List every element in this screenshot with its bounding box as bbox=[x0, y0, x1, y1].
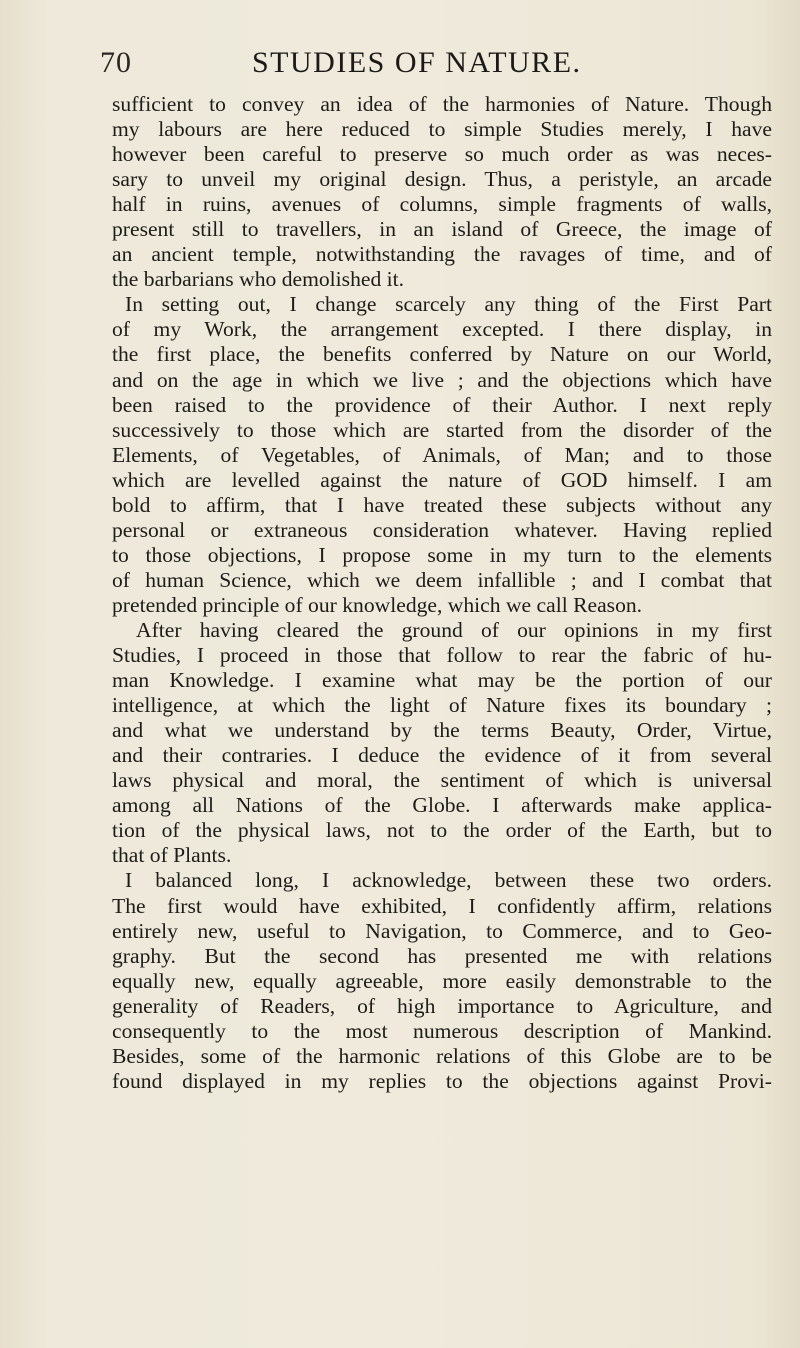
text-line: the barbarians who demolished it. bbox=[112, 267, 405, 292]
text-line: which are levelled against the nature of GOD himself. I am bbox=[112, 467, 772, 492]
text-line: been raised to the providence of their Author. I next reply bbox=[112, 392, 772, 417]
text-line: my labours are here reduced to simple Studies merely, I have bbox=[112, 117, 772, 142]
body-text bbox=[112, 92, 772, 1094]
text-line: the first place, the benefits conferred by Nature on our World, bbox=[112, 342, 772, 367]
text-line: laws physical and moral, the sentiment of which is universal bbox=[112, 768, 772, 793]
text-line: of human Science, which we deem infallible ; and I combat that bbox=[112, 567, 772, 592]
text-line: Besides, some of the harmonic relations of this Globe are to be bbox=[112, 1043, 772, 1068]
text-line: that of Plants. bbox=[112, 843, 232, 868]
text-line: and on the age in which we live ; and the objections which have bbox=[112, 367, 772, 392]
text-line: bold to affirm, that I have treated these subjects without any bbox=[112, 492, 772, 517]
text-line: present still to travellers, in an island of Greece, the image of bbox=[112, 217, 772, 242]
text-line: tion of the physical laws, not to the order of the Earth, but to bbox=[112, 818, 772, 843]
text-line: In setting out, I change scarcely any thing of the First Part bbox=[125, 292, 772, 317]
text-line: half in ruins, avenues of columns, simple fragments of walls, bbox=[112, 192, 772, 217]
text-line: generality of Readers, of high importance to Agriculture, and bbox=[112, 993, 772, 1018]
text-line: I balanced long, I acknowledge, between these two orders. bbox=[125, 868, 772, 893]
page-number: 70 bbox=[100, 46, 132, 79]
text-line: consequently to the most numerous description of Mankind. bbox=[112, 1018, 772, 1043]
text-line: pretended principle of our knowledge, which we call Reason. bbox=[112, 592, 643, 617]
text-line: personal or extraneous consideration whatever. Having replied bbox=[112, 517, 772, 542]
running-title: STUDIES OF NATURE. bbox=[252, 46, 582, 79]
text-line: of my Work, the arrangement excepted. I there display, in bbox=[112, 317, 772, 342]
running-head bbox=[100, 46, 760, 86]
text-line: and what we understand by the terms Beauty, Order, Virtue, bbox=[112, 718, 772, 743]
text-line: successively to those which are started from the disorder of the bbox=[112, 417, 772, 442]
text-line: Studies, I proceed in those that follow to rear the fabric of hu- bbox=[112, 643, 772, 668]
text-line: intelligence, at which the light of Nature fixes its boundary ; bbox=[112, 693, 772, 718]
text-line: sary to unveil my original design. Thus, a peristyle, an arcade bbox=[112, 167, 772, 192]
text-line: sufficient to convey an idea of the harmonies of Nature. Though bbox=[112, 92, 772, 116]
text-line: After having cleared the ground of our opinions in my first bbox=[136, 617, 772, 642]
text-line: graphy. But the second has presented me with relations bbox=[112, 943, 772, 968]
text-line: among all Nations of the Globe. I afterwards make applica- bbox=[112, 793, 772, 818]
text-line: Elements, of Vegetables, of Animals, of Man; and to those bbox=[112, 442, 772, 467]
text-line: found displayed in my replies to the objections against Provi- bbox=[112, 1068, 772, 1093]
text-line: to those objections, I propose some in my turn to the elements bbox=[112, 542, 772, 567]
text-line: man Knowledge. I examine what may be the portion of our bbox=[112, 668, 772, 693]
text-line: however been careful to preserve so much order as was neces- bbox=[112, 142, 772, 167]
text-line: and their contraries. I deduce the evidence of it from several bbox=[112, 743, 772, 768]
text-line: entirely new, useful to Navigation, to Commerce, and to Geo- bbox=[112, 918, 772, 943]
text-line: an ancient temple, notwithstanding the ravages of time, and of bbox=[112, 242, 772, 267]
text-line: equally new, equally agreeable, more easily demonstrable to the bbox=[112, 968, 772, 993]
text-line: The first would have exhibited, I confidently affirm, relations bbox=[112, 893, 772, 918]
